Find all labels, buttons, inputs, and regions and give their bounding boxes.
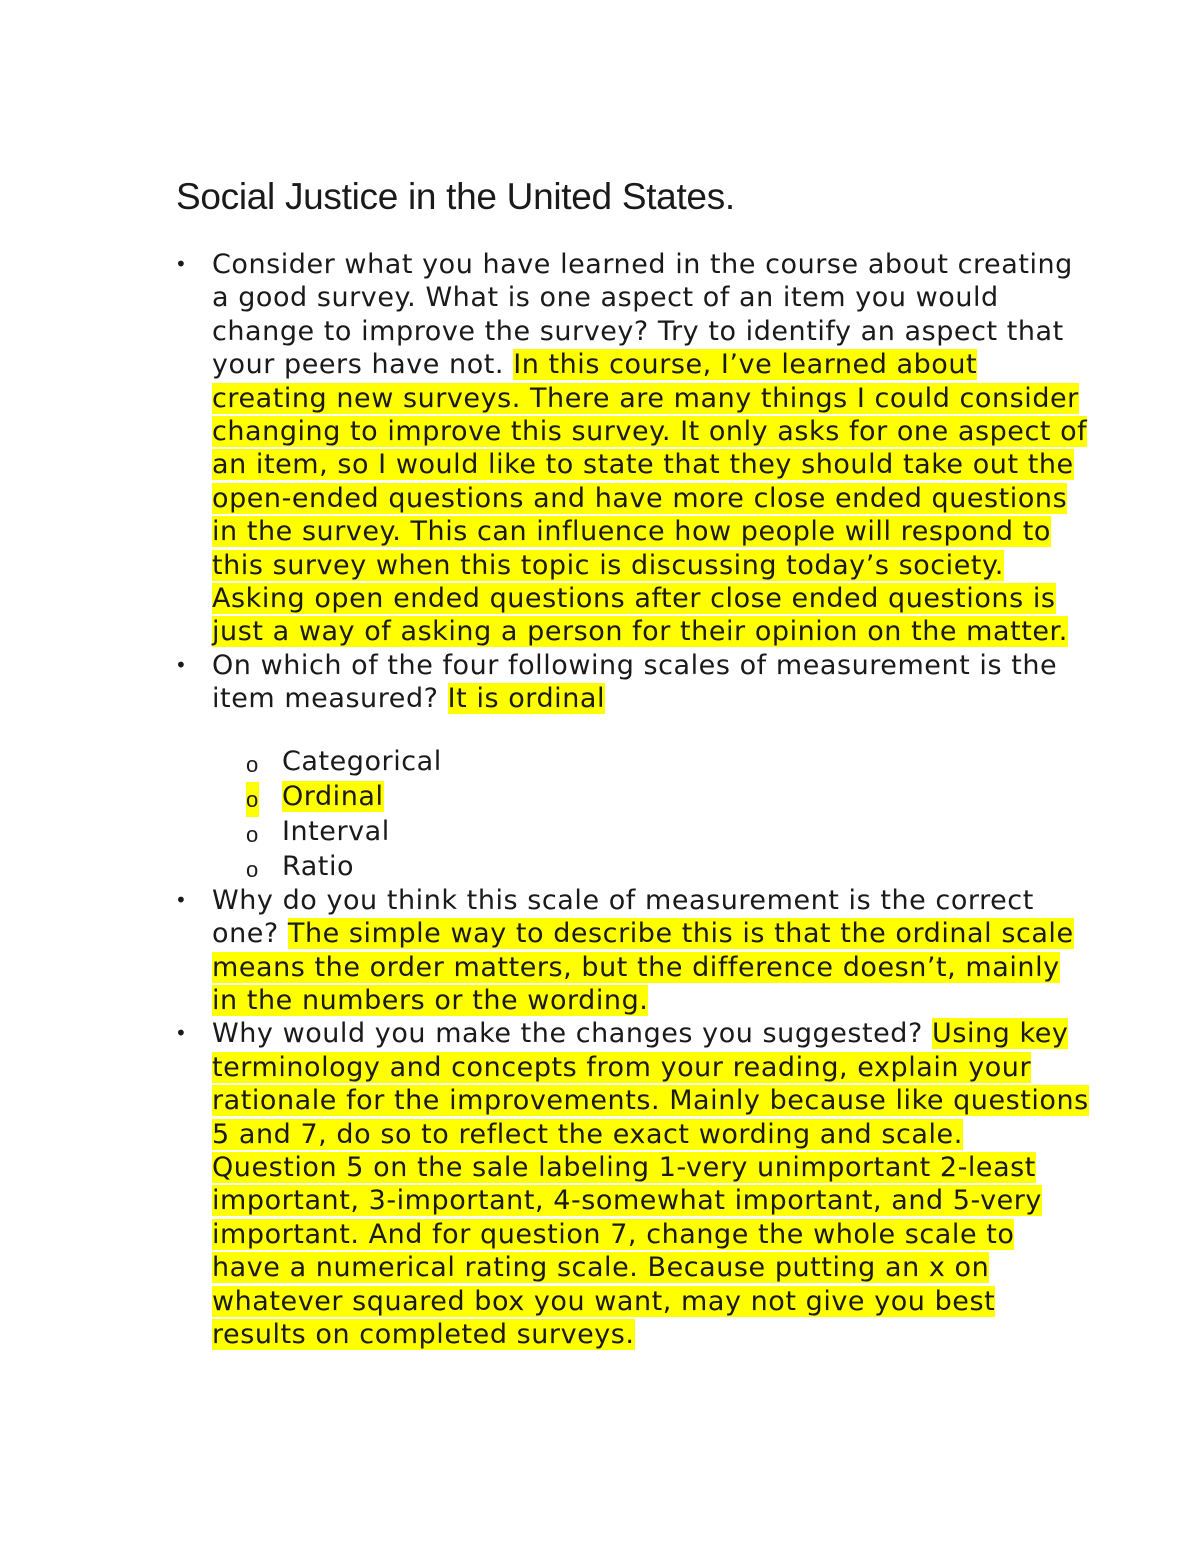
highlighted-answer: Using key terminology and concepts from your reading, explain your rationale for the improvements. Mainly because like questions 5 and 7, do so to reflect the exact wording and scale. Question 5 on the sale labeling 1-very unimportant 2-least important, 3-important, 4-somewhat important, and 5-very important. And for question 7, change the whole scale to have a numerical rating scale. Because putting an x on whatever squared box you want, may not give you best results on completed surveys.: [212, 1018, 1089, 1350]
circle-bullet-icon: o: [246, 782, 259, 817]
circle-bullet-icon: o: [246, 821, 259, 847]
option-label: Categorical: [282, 745, 442, 777]
option-item: [246, 744, 1092, 779]
list-item: [175, 884, 1092, 1018]
option-label: Ordinal: [282, 780, 384, 812]
highlighted-answer: It is ordinal: [447, 683, 606, 715]
bullet-list: [175, 248, 1092, 1351]
bullet-icon: •: [175, 887, 188, 912]
document-title: Social Justice in the United States.: [176, 176, 735, 217]
highlighted-answer: In this course, I’ve learned about creating new surveys. There are many things I could consider changing to improve this survey. It only asks for one aspect of an item, so I would like to state that they should take out the open-ended questions and have more close ended questions in the survey. This can influence how people will respond to this survey when this topic is discussing today’s society. Asking open ended questions after close ended questions is just a way of asking a person for their opinion on the matter.: [212, 349, 1088, 648]
option-label: Interval: [282, 815, 390, 847]
bullet-icon: •: [175, 652, 188, 677]
list-item: [175, 1017, 1092, 1351]
bullet-icon: •: [175, 252, 188, 276]
list-item: [175, 248, 1092, 649]
option-item-selected: [246, 779, 1092, 814]
option-item: [246, 814, 1092, 849]
circle-bullet-icon: o: [246, 751, 259, 777]
bullet-icon: •: [175, 1021, 188, 1046]
question-text: On which of the four following scales of measurement is the item measured?: [212, 649, 1058, 715]
option-label: Ratio: [282, 850, 355, 882]
highlighted-answer: The simple way to describe this is that the ordinal scale means the order matters, but the difference doesn’t, mainly in the numbers or the wording.: [212, 918, 1074, 1016]
circle-bullet-icon: o: [246, 856, 259, 882]
question-text: Why would you make the changes you suggested?: [212, 1018, 923, 1050]
option-item: [246, 849, 1092, 884]
list-item: [175, 649, 1092, 884]
option-list: [212, 744, 1092, 884]
question-text: Consider what you have learned in the course about creating a good survey. What is one aspect of an item you would change to improve the survey? Try to identify an aspect that your peers have not.: [212, 249, 1073, 381]
question-text: Why do you think this scale of measurement is the correct one?: [212, 884, 1034, 950]
